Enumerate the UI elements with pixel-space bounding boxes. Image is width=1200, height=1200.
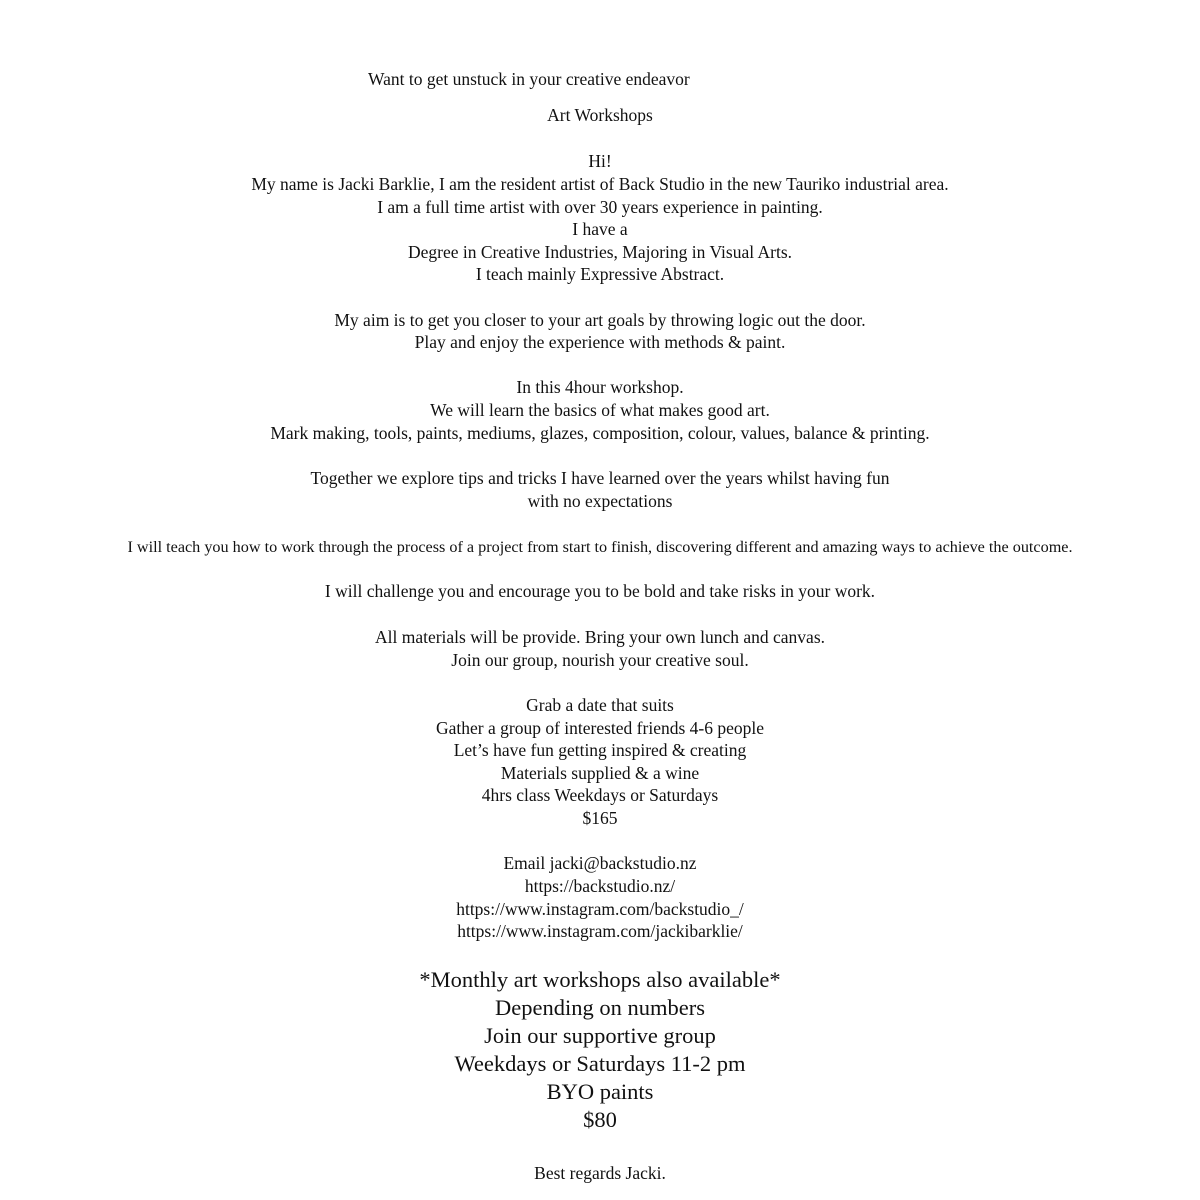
booking-line: 4hrs class Weekdays or Saturdays	[481, 785, 719, 805]
aim-line: Play and enjoy the experience with methods & paint.	[414, 332, 786, 352]
workshop-line: In this 4hour workshop.	[516, 377, 684, 397]
contact-instagram-studio: https://www.instagram.com/backstudio_/	[456, 899, 744, 919]
materials-line: Join our group, nourish your creative soul.	[451, 650, 749, 670]
workshop-line: Mark making, tools, paints, mediums, glazes, composition, colour, values, balance & printing.	[270, 423, 930, 443]
headline: Want to get unstuck in your creative endeavor	[368, 69, 690, 89]
monthly-line: Depending on numbers	[495, 995, 705, 1020]
monthly-line: Join our supportive group	[484, 1023, 716, 1048]
intro-line: I have a	[572, 219, 628, 239]
booking-line: Gather a group of interested friends 4-6 people	[435, 718, 764, 738]
materials-line: All materials will be provide. Bring your own lunch and canvas.	[374, 627, 826, 647]
signoff: Best regards Jacki.	[534, 1163, 666, 1183]
booking-line: Let’s have fun getting inspired & creating	[453, 740, 747, 760]
monthly-price: $80	[583, 1107, 617, 1132]
aim-line: My aim is to get you closer to your art goals by throwing logic out the door.	[334, 310, 866, 330]
booking-line: Grab a date that suits	[526, 695, 674, 715]
monthly-line: *Monthly art workshops also available*	[419, 967, 781, 992]
intro-line: I am a full time artist with over 30 years experience in painting.	[377, 197, 823, 217]
booking-line: Materials supplied & a wine	[500, 763, 700, 783]
intro-line: My name is Jacki Barklie, I am the resident artist of Back Studio in the new Tauriko industrial area.	[251, 174, 949, 194]
monthly-line: Weekdays or Saturdays 11-2 pm	[454, 1051, 746, 1076]
together-line: Together we explore tips and tricks I have learned over the years whilst having fun	[310, 468, 890, 488]
challenge-line: I will challenge you and encourage you to be bold and take risks in your work.	[324, 581, 876, 601]
intro-line: Hi!	[588, 151, 612, 171]
contact-email: Email jacki@backstudio.nz	[503, 853, 697, 873]
page-title: Art Workshops	[547, 105, 653, 125]
together-line: with no expectations	[527, 491, 673, 511]
monthly-line: BYO paints	[546, 1079, 654, 1104]
price: $165	[582, 808, 618, 828]
contact-instagram-artist: https://www.instagram.com/jackibarklie/	[457, 921, 743, 941]
intro-line: I teach mainly Expressive Abstract.	[475, 264, 725, 284]
intro-line: Degree in Creative Industries, Majoring in Visual Arts.	[407, 242, 793, 262]
workshop-line: We will learn the basics of what makes good art.	[430, 400, 770, 420]
process-line: I will teach you how to work through the process of a project from start to finish, discovering different and amazing ways to achieve the outcome.	[127, 538, 1073, 556]
contact-website: https://backstudio.nz/	[524, 876, 676, 896]
